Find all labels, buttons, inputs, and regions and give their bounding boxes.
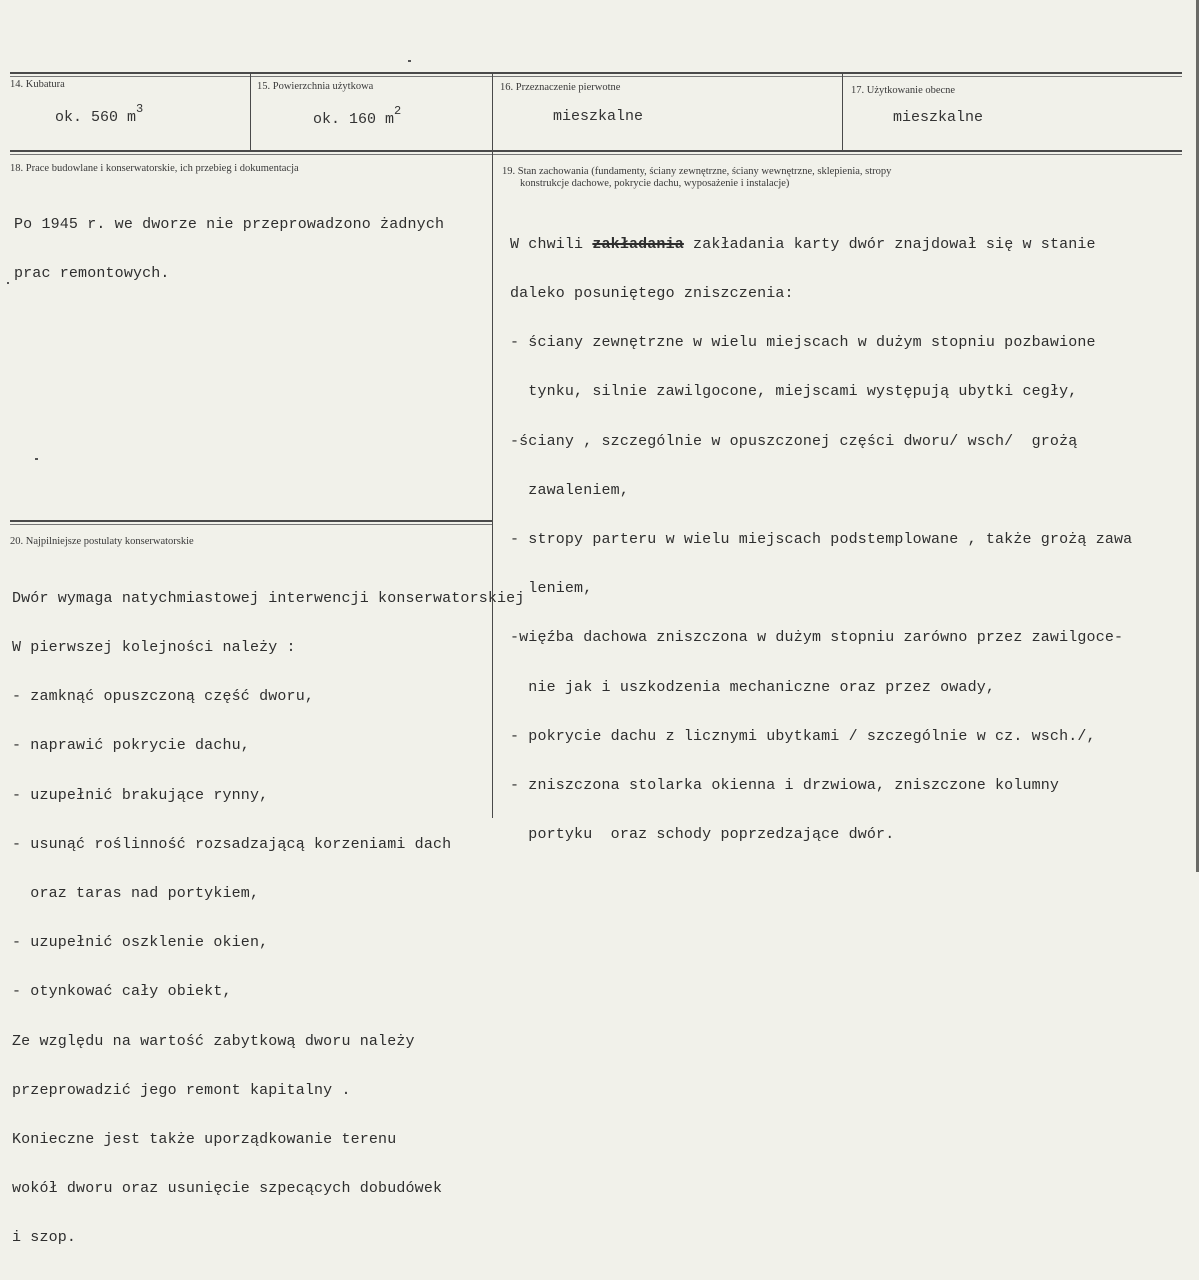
field-14-label: 14. Kubatura [10, 79, 65, 90]
rule-mid-thin [10, 154, 1182, 155]
divider-16-17 [842, 74, 843, 150]
field-14-exponent: 3 [136, 102, 144, 116]
text-line: - naprawić pokrycie dachu, [12, 737, 250, 755]
field-19-text [510, 204, 1132, 876]
text-line: -więźba dachowa zniszczona w dużym stopniu zarówno przez zawilgoce- [510, 629, 1124, 647]
text-line: - uzupełnić oszklenie okien, [12, 934, 269, 952]
field-18-text [14, 184, 444, 315]
text-rest: zakładania karty dwór znajdował się w stanie [683, 235, 1096, 253]
divider-15-16 [492, 74, 493, 150]
mark-dot [408, 60, 411, 62]
struck-word: zakładania [592, 235, 684, 253]
text-line: przeprowadzić jego remont kapitalny . [12, 1081, 351, 1099]
field-19-label-line2: konstrukcje dachowe, pokrycie dachu, wyposażenie i instalacje) [520, 178, 790, 189]
field-18-label: 18. Prace budowlane i konserwatorskie, ich przebieg i dokumentacja [10, 163, 299, 174]
text-line: - usunąć roślinność rozsadzającą korzeniami dach [12, 835, 452, 853]
text-line: - otynkować cały obiekt, [12, 983, 232, 1001]
text-line: Dwór wymaga natychmiastowej interwencji konserwatorskiej [12, 589, 525, 607]
text-line: prac remontowych. [14, 265, 170, 283]
field-20-text [12, 558, 524, 1280]
rule-mid [10, 150, 1182, 152]
text-line: daleko posuniętego zniszczenia: [510, 285, 794, 303]
field-16-label: 16. Przeznaczenie pierwotne [500, 82, 621, 93]
field-20-label: 20. Najpilniejsze postulaty konserwatorskie [10, 536, 194, 547]
text-line: -ściany , szczególnie w opuszczonej części dworu/ wsch/ grożą [510, 432, 1078, 450]
text-line: nie jak i uszkodzenia mechaniczne oraz przez owady, [510, 678, 996, 696]
rule-top [10, 72, 1182, 74]
text-line: Ze względu na wartość zabytkową dworu należy [12, 1032, 415, 1050]
rule-20-thin [10, 524, 492, 525]
text-line-first [510, 237, 1132, 253]
text-line: - stropy parteru w wielu miejscach podstemplowane , także grożą zawa [510, 531, 1133, 549]
text-line: portyku oraz schody poprzedzające dwór. [510, 826, 895, 844]
rule-top-thin [10, 76, 1182, 77]
text-line: tynku, silnie zawilgocone, miejscami występują ubytki cegły, [510, 383, 1078, 401]
text-line: - ściany zewnętrzne w wielu miejscach w dużym stopniu pozbawione [510, 334, 1096, 352]
text-line: Konieczne jest także uporządkowanie terenu [12, 1131, 397, 1149]
text-line: leniem, [510, 580, 593, 598]
field-17-value: mieszkalne [893, 109, 984, 126]
field-15-exponent: 2 [394, 104, 402, 118]
field-14-value [55, 102, 144, 126]
mark-dot [7, 282, 9, 284]
text-line: - zamknąć opuszczoną część dworu, [12, 688, 314, 706]
text-line: i szop. [12, 1229, 77, 1247]
text-line: - uzupełnić brakujące rynny, [12, 786, 269, 804]
text-line: Po 1945 r. we dworze nie przeprowadzono żadnych [14, 215, 445, 233]
field-15-value [313, 104, 402, 128]
text-line: wokół dworu oraz usunięcie szpecących dobudówek [12, 1180, 443, 1198]
field-14-text: ok. 560 m [55, 109, 137, 126]
text-start: W chwili [510, 235, 593, 253]
text-line: - zniszczona stolarka okienna i drzwiowa, zniszczone kolumny [510, 777, 1060, 795]
text-line: - pokrycie dachu z licznymi ubytkami / szczególnie w cz. wsch./, [510, 727, 1096, 745]
text-line: W pierwszej kolejności należy : [12, 639, 296, 657]
field-16-value: mieszkalne [553, 108, 644, 125]
field-19-label-line1: 19. Stan zachowania (fundamenty, ściany zewnętrzne, ściany wewnętrzne, sklepienia, stropy [502, 166, 892, 177]
field-17-label: 17. Użytkowanie obecne [851, 85, 956, 96]
field-15-label: 15. Powierzchnia użytkowa [257, 81, 374, 92]
text-line: oraz taras nad portykiem, [12, 885, 260, 903]
divider-14-15 [250, 74, 251, 150]
text-line: zawaleniem, [510, 481, 629, 499]
mark-dot [35, 458, 38, 460]
field-15-text: ok. 160 m [313, 111, 395, 128]
rule-20 [10, 520, 492, 522]
